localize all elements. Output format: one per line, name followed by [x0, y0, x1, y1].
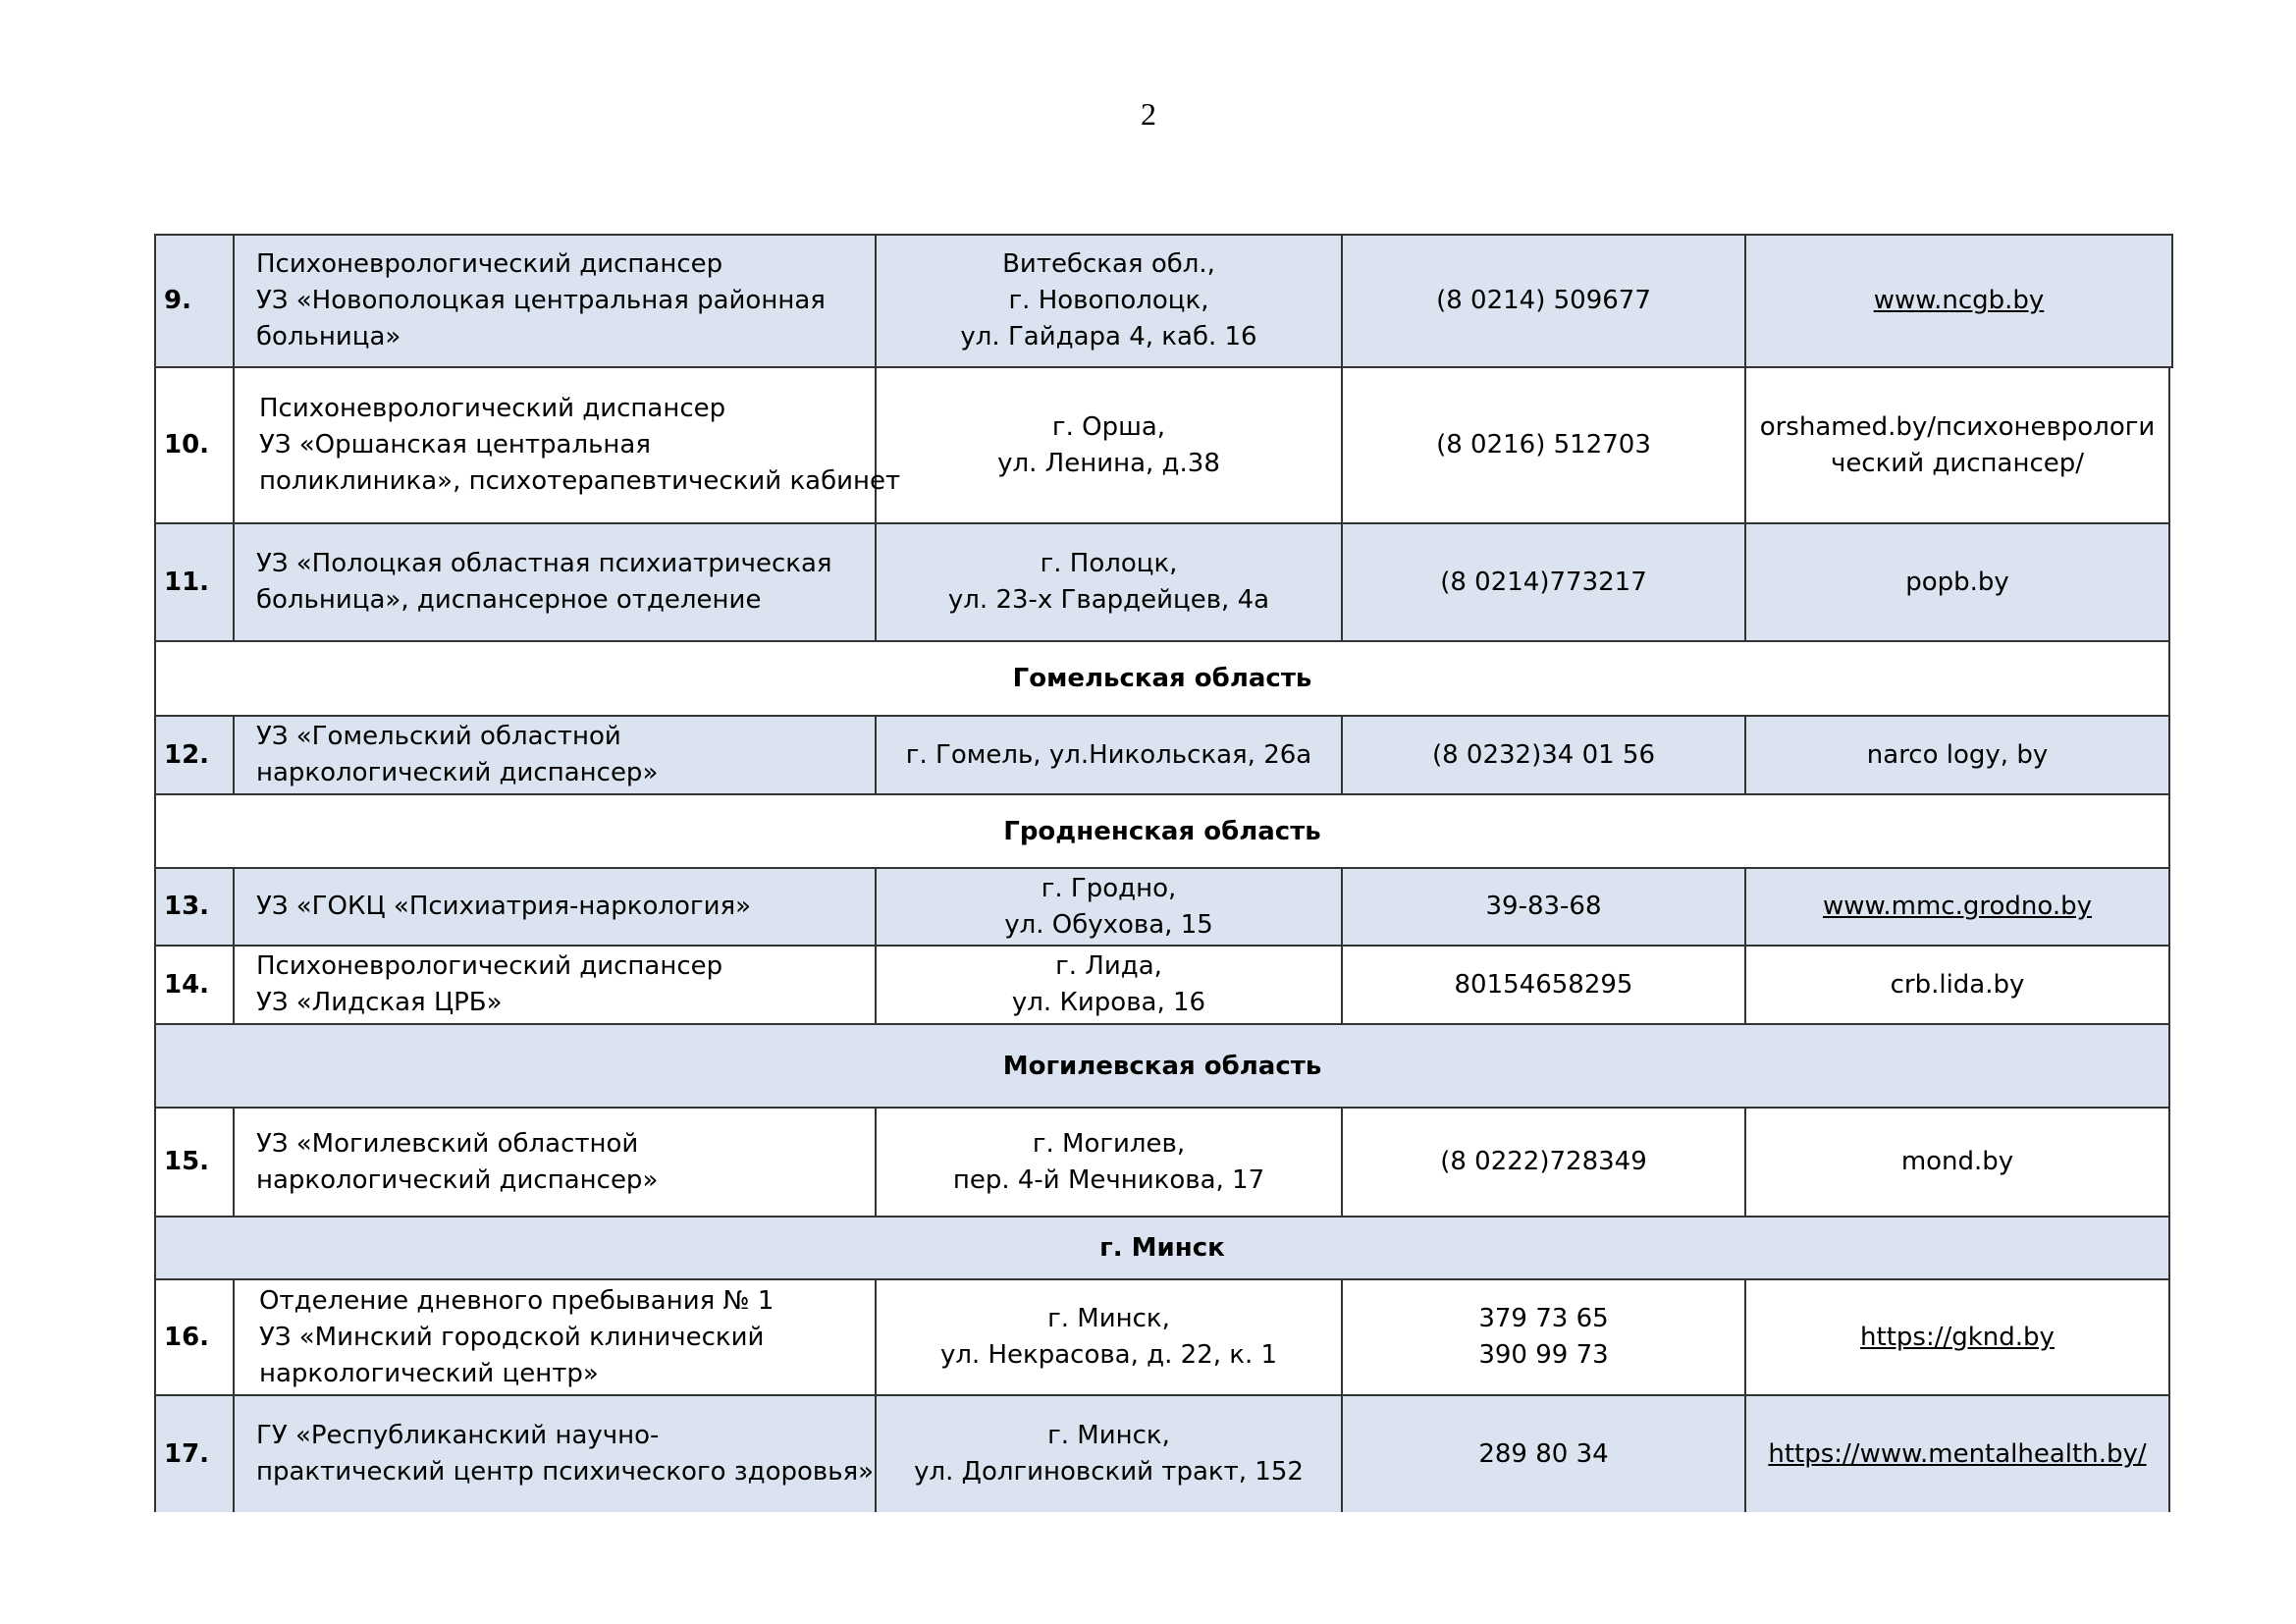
website-text: narco logy, by	[1866, 739, 2049, 770]
region-section-row	[154, 1218, 2170, 1280]
address-line: г. Гродно,	[1041, 873, 1177, 903]
facility-website	[1746, 717, 2168, 793]
facility-phone	[1343, 236, 1746, 366]
facility-address	[877, 869, 1343, 945]
address-line: Витебская обл.,	[1002, 249, 1215, 279]
facility-name	[235, 717, 877, 793]
facility-website	[1746, 1280, 2168, 1394]
address-line: ул. Некрасова, д. 22, к. 1	[939, 1340, 1278, 1370]
facility-name-line: УЗ «Полоцкая областная психиатрическая	[256, 549, 832, 578]
facility-phone	[1343, 717, 1746, 793]
facility-website	[1746, 368, 2168, 522]
facility-name-line: УЗ «Могилевский областной	[256, 1128, 639, 1159]
address-line: ул. Долгиновский тракт, 152	[914, 1457, 1304, 1487]
address-line: г. Гомель, ул.Никольская, 26а	[905, 739, 1312, 770]
facility-name	[235, 1109, 877, 1216]
address-line: г. Новополоцк,	[1008, 286, 1209, 315]
row-number: 11.	[156, 524, 235, 640]
facility-name	[235, 947, 877, 1023]
table-row	[154, 524, 2170, 642]
region-title: Гродненская область	[1003, 816, 1321, 846]
phone-line: (8 0222)728349	[1440, 1147, 1647, 1176]
website-link[interactable]: www.ncgb.by	[1873, 286, 2045, 315]
facility-website	[1746, 1396, 2168, 1512]
facility-name-line: наркологический центр»	[259, 1358, 599, 1388]
website-link[interactable]: https://www.mentalhealth.by/	[1768, 1438, 2147, 1469]
facility-name	[235, 869, 877, 945]
phone-line: 80154658295	[1454, 969, 1633, 1000]
facility-address	[877, 717, 1343, 793]
facility-name-line: больница», диспансерное отделение	[256, 585, 762, 615]
facility-phone	[1343, 1109, 1746, 1216]
table-row	[154, 1396, 2170, 1512]
facility-name-line: УЗ «Новополоцкая центральная районная	[256, 286, 826, 315]
address-line: г. Лида,	[1055, 951, 1162, 981]
phone-line: (8 0232)34 01 56	[1431, 739, 1656, 770]
address-line: ул. Обухова, 15	[1004, 909, 1213, 940]
website-link[interactable]: https://gknd.by	[1860, 1322, 2055, 1352]
row-number: 16.	[156, 1280, 235, 1394]
address-line: ул. Ленина, д.38	[997, 448, 1220, 478]
facility-name-line: Отделение дневного пребывания № 1	[259, 1285, 774, 1316]
website-text: popb.by	[1905, 567, 2009, 597]
facility-name-line: УЗ «ГОКЦ «Психиатрия-наркология»	[256, 892, 752, 921]
facility-name-line: Психоневрологический диспансер	[256, 249, 723, 279]
page-number: 2	[1141, 96, 1156, 132]
website-text: crb.lida.by	[1890, 969, 2025, 1000]
table-row	[154, 1109, 2170, 1218]
facility-name-line: наркологический диспансер»	[256, 758, 659, 787]
region-title: г. Минск	[1099, 1233, 1225, 1263]
website-link[interactable]: www.mmc.grodno.by	[1822, 892, 2092, 921]
facility-name-line: практический центр психического здоровья»	[256, 1457, 875, 1487]
row-number: 17.	[156, 1396, 235, 1512]
address-line: пер. 4-й Мечникова, 17	[952, 1164, 1265, 1195]
facility-address	[877, 524, 1343, 640]
phone-line: (8 0216) 512703	[1436, 430, 1651, 460]
facility-name-line: поликлиника», психотерапевтический кабинет	[259, 466, 901, 496]
row-number: 15.	[156, 1109, 235, 1216]
facility-phone	[1343, 368, 1746, 522]
facility-name-line: УЗ «Минский городской клинический	[259, 1322, 765, 1352]
address-line: г. Минск,	[1047, 1304, 1170, 1333]
address-line: ул. 23-х Гвардейцев, 4а	[947, 585, 1270, 615]
facility-phone	[1343, 947, 1746, 1023]
row-number: 12.	[156, 717, 235, 793]
facility-website	[1746, 236, 2171, 366]
website-text-line: ческий диспансер/	[1830, 448, 2085, 478]
address-line: ул. Гайдара 4, каб. 16	[960, 322, 1257, 352]
phone-line: 390 99 73	[1478, 1340, 1609, 1370]
phone-line: (8 0214)773217	[1440, 567, 1647, 597]
facility-name-line: УЗ «Лидская ЦРБ»	[256, 988, 503, 1017]
facility-name-line: наркологический диспансер»	[256, 1164, 659, 1195]
facility-phone	[1343, 524, 1746, 640]
facility-name-line: УЗ «Оршанская центральная	[259, 430, 652, 460]
phone-line: 379 73 65	[1478, 1304, 1609, 1333]
facility-phone	[1343, 1280, 1746, 1394]
facility-name	[235, 1396, 877, 1512]
facility-website	[1746, 947, 2168, 1023]
facility-name-line: Психоневрологический диспансер	[256, 951, 723, 981]
website-text: mond.by	[1900, 1147, 2014, 1176]
facility-name	[235, 1280, 877, 1394]
phone-line: 289 80 34	[1478, 1438, 1609, 1469]
address-line: г. Орша,	[1051, 411, 1166, 442]
address-line: г. Могилев,	[1032, 1128, 1186, 1159]
address-line: г. Минск,	[1047, 1421, 1170, 1450]
phone-line: 39-83-68	[1485, 892, 1602, 921]
phone-line: (8 0214) 509677	[1436, 286, 1651, 315]
table-row	[154, 717, 2170, 795]
region-title: Гомельская область	[1012, 664, 1312, 693]
facility-name	[235, 368, 901, 522]
row-number: 14.	[156, 947, 235, 1023]
facility-name	[235, 236, 877, 366]
facility-name-line: Психоневрологический диспансер	[259, 394, 726, 423]
facility-phone	[1343, 869, 1746, 945]
region-title: Могилевская область	[1002, 1051, 1322, 1081]
row-number: 13.	[156, 869, 235, 945]
facility-website	[1746, 1109, 2168, 1216]
facility-address	[877, 368, 1343, 522]
row-number: 9.	[156, 236, 235, 366]
row-number: 10.	[156, 368, 235, 522]
table-row	[154, 869, 2170, 947]
facility-phone	[1343, 1396, 1746, 1512]
facility-address	[877, 947, 1343, 1023]
table-row	[154, 234, 2173, 368]
facility-name	[235, 524, 877, 640]
region-section-row	[154, 642, 2170, 717]
facility-address	[877, 1280, 1343, 1394]
facility-address	[877, 1109, 1343, 1216]
facility-name-line: больница»	[256, 322, 401, 352]
facility-address	[877, 1396, 1343, 1512]
region-section-row	[154, 795, 2170, 869]
region-section-row	[154, 1025, 2170, 1109]
facility-website	[1746, 524, 2168, 640]
address-line: ул. Кирова, 16	[1011, 988, 1206, 1017]
facility-website	[1746, 869, 2168, 945]
table-row	[154, 368, 2170, 524]
facility-address	[877, 236, 1343, 366]
facility-name-line: ГУ «Республиканский научно-	[256, 1421, 660, 1450]
table-row	[154, 1280, 2170, 1396]
table-row	[154, 947, 2170, 1025]
address-line: г. Полоцк,	[1040, 549, 1178, 578]
website-text-line: orshamed.by/психоневрологи	[1759, 411, 2156, 442]
facility-name-line: УЗ «Гомельский областной	[256, 722, 621, 751]
